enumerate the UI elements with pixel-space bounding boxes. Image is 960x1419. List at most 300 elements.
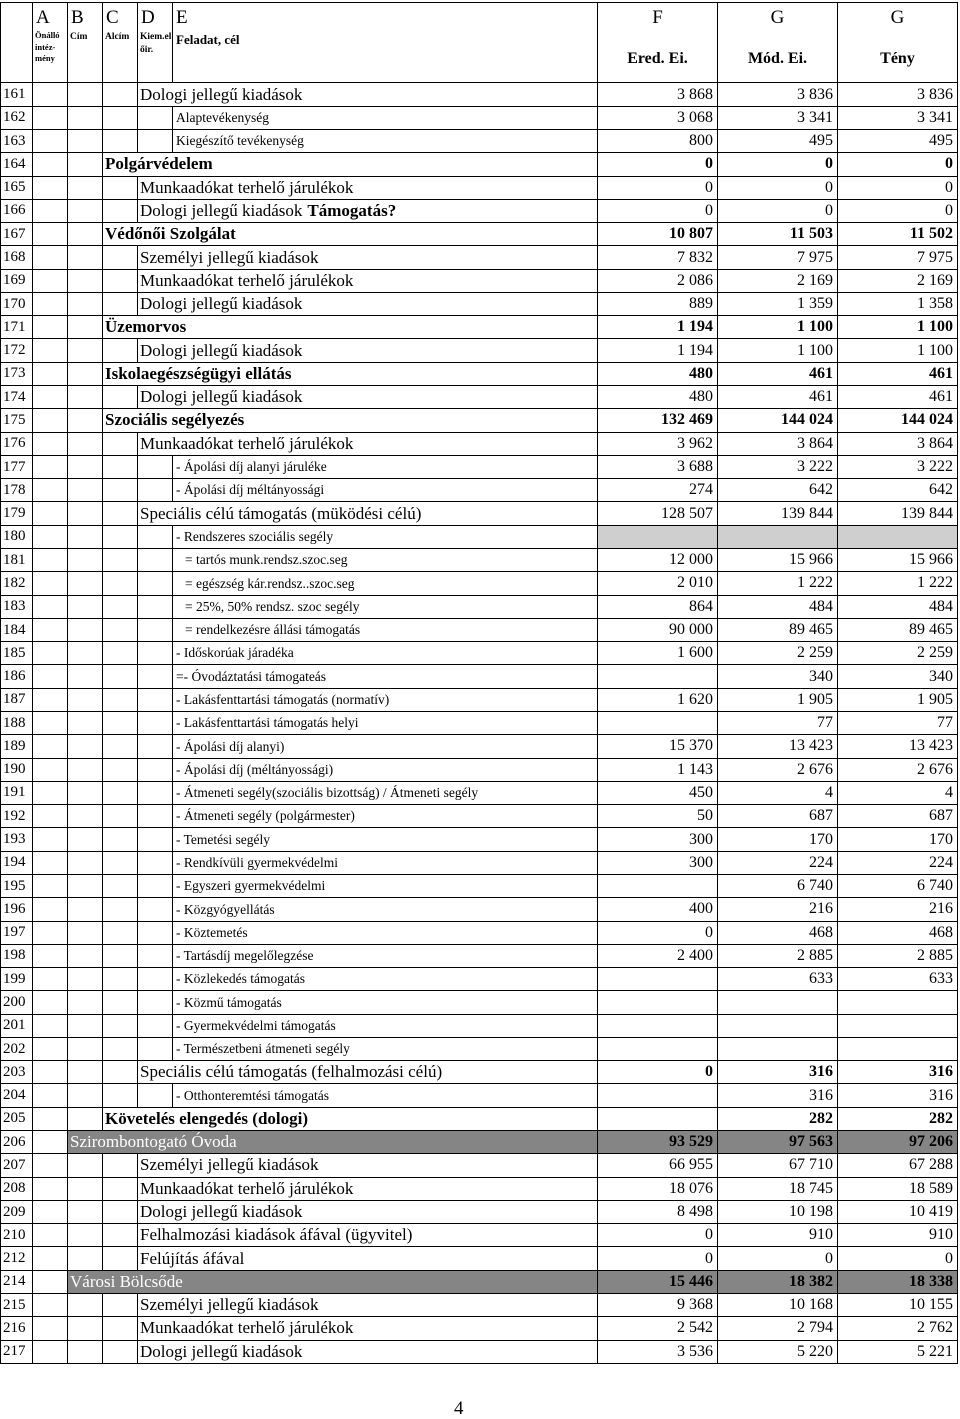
blank-cell [68,456,103,479]
blank-cell [103,1154,138,1177]
item-label [138,1061,598,1084]
column-label-line: Önálló [35,30,60,40]
item-label-text: Munkaadókat terhelő járulékok [140,433,354,453]
ered-ei-value: 400 [598,898,718,921]
item-label-text: Dologi jellegű kiadások [140,340,303,360]
item-label [138,200,598,223]
mod-ei-value: 633 [718,968,838,991]
blank-cell [103,1178,138,1201]
item-label-text: Munkaadókat terhelő járulékok [140,1318,354,1338]
table-row [0,479,958,502]
item-label [138,83,598,106]
blank-cell [33,479,68,502]
blank-cell [33,1294,68,1317]
blank-cell [103,852,138,875]
teny-value: 18 338 [838,1271,958,1294]
item-label [173,689,598,712]
row-number: 190 [0,759,33,782]
table-row [0,293,958,316]
table-row [0,1084,958,1107]
row-number: 182 [0,572,33,595]
mod-ei-value: 0 [718,177,838,200]
ered-ei-value: 1 600 [598,642,718,665]
column-label-line: Tény [880,50,915,67]
mod-ei-value: 1 100 [718,316,838,339]
teny-value: 484 [838,596,958,619]
ered-ei-value: 1 143 [598,759,718,782]
blank-cell [138,945,173,968]
table-row [0,1131,958,1154]
ered-ei-value [598,1038,718,1061]
teny-value: 5 221 [838,1341,958,1364]
blank-cell [68,759,103,782]
blank-cell [68,572,103,595]
table-row [0,1271,958,1294]
ered-ei-value: 3 688 [598,456,718,479]
mod-ei-value: 89 465 [718,619,838,642]
teny-value: 6 740 [838,875,958,898]
teny-value: 13 423 [838,735,958,758]
mod-ei-value: 495 [718,130,838,153]
item-label [138,293,598,316]
item-label-text: Védőnői Szolgálat [105,224,236,244]
item-label [103,409,598,432]
blank-cell [33,549,68,572]
blank-cell [138,619,173,642]
row-number: 202 [0,1038,33,1061]
item-label-text: Követelés elengedés (dologi) [105,1108,309,1128]
row-number: 166 [0,200,33,223]
blank-cell [103,968,138,991]
table-header [0,2,958,83]
ered-ei-value [598,1015,718,1038]
blank-cell [68,1317,103,1340]
row-number: 217 [0,1341,33,1364]
teny-value: 1 905 [838,689,958,712]
item-label [103,1108,598,1131]
blank-cell [33,805,68,828]
item-label [138,433,598,456]
ered-ei-value [598,968,718,991]
mod-ei-value: 461 [718,363,838,386]
item-label-text: Dologi jellegű kiadások [140,1202,303,1222]
blank-cell [68,689,103,712]
blank-cell [33,665,68,688]
table-row [0,107,958,130]
mod-ei-value: 67 710 [718,1154,838,1177]
header-column-f [598,2,718,83]
ered-ei-value: 3 962 [598,433,718,456]
item-label-text: = 25%, 50% rendsz. szoc segély [185,598,360,614]
blank-cell [33,1154,68,1177]
item-label [173,107,598,130]
teny-value: 97 206 [838,1131,958,1154]
row-number: 196 [0,898,33,921]
table-row [0,83,958,106]
row-number: 193 [0,828,33,851]
row-number: 197 [0,922,33,945]
ered-ei-value: 0 [598,200,718,223]
column-label-line: Mód. Ei. [747,50,808,67]
blank-cell [138,828,173,851]
blank-cell [33,619,68,642]
ered-ei-value [598,526,718,549]
mod-ei-value [718,991,838,1014]
blank-cell [103,805,138,828]
teny-value: 316 [838,1061,958,1084]
row-number: 201 [0,1015,33,1038]
blank-cell [138,875,173,898]
teny-value: 67 288 [838,1154,958,1177]
column-label [105,31,129,44]
item-label [173,130,598,153]
teny-value: 139 844 [838,502,958,525]
table-row [0,153,958,176]
table-row [0,968,958,991]
teny-value: 3 864 [838,433,958,456]
teny-value: 3 341 [838,107,958,130]
column-label-line: Feladat, cél [176,32,240,47]
blank-cell [68,386,103,409]
blank-cell [68,246,103,269]
ered-ei-value: 0 [598,153,718,176]
column-letter: E [176,7,188,28]
blank-cell [68,712,103,735]
blank-cell [68,1015,103,1038]
blank-cell [103,1084,138,1107]
blank-cell [138,782,173,805]
column-label [70,31,87,44]
page-number: 4 [454,1398,464,1419]
teny-value: 910 [838,1224,958,1247]
item-label-text: = rendelkezésre állási támogatás [185,622,361,638]
blank-cell [33,898,68,921]
blank-cell [103,549,138,572]
mod-ei-value: 0 [718,153,838,176]
blank-cell [103,828,138,851]
blank-cell [33,1084,68,1107]
table-row [0,759,958,782]
row-number: 163 [0,130,33,153]
mod-ei-value: 468 [718,922,838,945]
blank-cell [68,828,103,851]
item-label-text: Városi Bölcsőde [70,1271,183,1291]
item-label-text: Munkaadókat terhelő járulékok [140,270,354,290]
table-row [0,619,958,642]
table-row [0,1224,958,1247]
mod-ei-value: 10 198 [718,1201,838,1224]
ered-ei-value: 480 [598,386,718,409]
mod-ei-value: 2 259 [718,642,838,665]
blank-cell [33,1201,68,1224]
blank-cell [33,689,68,712]
table-row [0,526,958,549]
mod-ei-value: 316 [718,1084,838,1107]
blank-cell [138,1084,173,1107]
ered-ei-value [598,1084,718,1107]
mod-ei-value: 18 382 [718,1271,838,1294]
column-letter: D [141,7,155,28]
blank-cell [33,293,68,316]
blank-cell [33,1015,68,1038]
item-label [173,712,598,735]
ered-ei-value [598,875,718,898]
blank-cell [33,828,68,851]
blank-cell [103,619,138,642]
blank-cell [33,1317,68,1340]
row-number: 179 [0,502,33,525]
teny-value [838,991,958,1014]
row-number: 181 [0,549,33,572]
ered-ei-value: 1 620 [598,689,718,712]
teny-value: 144 024 [838,409,958,432]
item-label [173,619,598,642]
mod-ei-value: 1 905 [718,689,838,712]
blank-cell [138,805,173,828]
row-number: 173 [0,363,33,386]
item-label-text: Speciális célú támogatás (felhalmozási célú) [140,1062,443,1082]
column-label-line: intéz- [35,41,56,52]
item-label-text: - Lakásfenttartási támogatás (normatív) [176,691,390,707]
item-label [103,153,598,176]
table-row [0,246,958,269]
teny-value: 2 676 [838,759,958,782]
item-label-note: Támogatás? [307,200,397,220]
item-label [173,922,598,945]
blank-cell [103,922,138,945]
blank-cell [33,1178,68,1201]
table-row [0,223,958,246]
table-row [0,922,958,945]
ered-ei-value: 274 [598,479,718,502]
blank-cell [103,572,138,595]
row-number: 210 [0,1224,33,1247]
item-label-text: Alaptevékenység [176,109,269,125]
header-column-c [103,2,138,83]
item-label [173,665,598,688]
item-label-text: - Temetési segély [176,831,271,847]
item-label-text: - Ápolási díj alanyi) [176,738,285,754]
teny-value: 3 836 [838,83,958,106]
row-number: 186 [0,665,33,688]
ered-ei-value: 66 955 [598,1154,718,1177]
blank-cell [138,735,173,758]
ered-ei-value: 864 [598,596,718,619]
blank-cell [103,502,138,525]
blank-cell [33,107,68,130]
blank-cell [68,339,103,362]
blank-cell [68,130,103,153]
item-label [103,316,598,339]
blank-cell [68,852,103,875]
blank-cell [103,177,138,200]
teny-value: 89 465 [838,619,958,642]
row-number: 187 [0,689,33,712]
blank-cell [103,1247,138,1270]
item-label [138,1224,598,1247]
teny-value: 0 [838,200,958,223]
blank-cell [33,83,68,106]
blank-cell [68,805,103,828]
column-label [140,31,171,56]
blank-cell [138,479,173,502]
table-row [0,1061,958,1084]
row-number: 180 [0,526,33,549]
blank-cell [103,945,138,968]
blank-cell [68,363,103,386]
column-label [838,50,957,68]
blank-cell [68,270,103,293]
blank-cell [68,968,103,991]
blank-cell [33,200,68,223]
item-label-text: - Közgyógyellátás [176,901,275,917]
blank-cell [68,316,103,339]
mod-ei-value: 18 745 [718,1178,838,1201]
teny-value: 2 762 [838,1317,958,1340]
table-row [0,828,958,851]
item-label [173,549,598,572]
ered-ei-value: 889 [598,293,718,316]
table-row [0,875,958,898]
item-label-text: - Időskorúak járadéka [176,645,294,661]
blank-cell [138,596,173,619]
blank-cell [33,153,68,176]
column-label [718,50,837,68]
item-label-text: - Átmeneti segély(szociális bizottság) / Átmeneti segély [176,785,479,801]
item-label-text: Munkaadókat terhelő járulékok [140,1178,354,1198]
blank-cell [33,945,68,968]
row-number: 189 [0,735,33,758]
blank-cell [138,572,173,595]
table-row [0,735,958,758]
blank-cell [103,293,138,316]
column-letter: G [890,7,905,28]
blank-cell [33,922,68,945]
row-number: 177 [0,456,33,479]
item-label [173,596,598,619]
mod-ei-value: 642 [718,479,838,502]
blank-cell [103,665,138,688]
blank-cell [103,596,138,619]
blank-cell [138,922,173,945]
item-label-text: - Tartásdíj megelőlegzése [176,948,314,964]
table-row [0,852,958,875]
row-number: 165 [0,177,33,200]
item-label-text: Dologi jellegű kiadások [140,84,303,104]
blank-cell [68,433,103,456]
mod-ei-value: 224 [718,852,838,875]
ered-ei-value: 0 [598,1224,718,1247]
blank-cell [33,596,68,619]
ered-ei-value: 0 [598,922,718,945]
blank-cell [33,177,68,200]
teny-value: 468 [838,922,958,945]
item-label [173,1084,598,1107]
blank-cell [33,363,68,386]
blank-cell [33,759,68,782]
table-row [0,409,958,432]
blank-cell [33,875,68,898]
ered-ei-value: 3 536 [598,1341,718,1364]
item-label [138,1178,598,1201]
teny-value: 316 [838,1084,958,1107]
table-row [0,130,958,153]
ered-ei-value: 0 [598,177,718,200]
blank-cell [68,107,103,130]
mod-ei-value: 216 [718,898,838,921]
blank-cell [103,339,138,362]
table-row [0,689,958,712]
item-label [173,572,598,595]
mod-ei-value [718,1038,838,1061]
item-label [138,386,598,409]
ered-ei-value: 0 [598,1247,718,1270]
ered-ei-value: 7 832 [598,246,718,269]
blank-cell [33,223,68,246]
item-label [173,782,598,805]
blank-cell [33,968,68,991]
teny-value: 10 155 [838,1294,958,1317]
teny-value: 282 [838,1108,958,1131]
item-label-text: Felhalmozási kiadások áfával (ügyvitel) [140,1225,413,1245]
blank-cell [33,572,68,595]
table-row [0,386,958,409]
table-row [0,945,958,968]
mod-ei-value: 15 966 [718,549,838,572]
blank-cell [68,177,103,200]
item-label [173,1038,598,1061]
blank-cell [103,526,138,549]
column-letter: B [71,7,84,28]
blank-cell [138,107,173,130]
mod-ei-value: 1 100 [718,339,838,362]
item-label-text: Üzemorvos [105,317,187,337]
ered-ei-value: 800 [598,130,718,153]
blank-cell [68,1154,103,1177]
blank-cell [138,1015,173,1038]
row-number: 178 [0,479,33,502]
mod-ei-value: 687 [718,805,838,828]
header-column-b [68,2,103,83]
table-row [0,1341,958,1364]
blank-cell [138,852,173,875]
row-number: 198 [0,945,33,968]
item-label-text: = tartós munk.rendsz.szoc.seg [185,552,348,568]
row-number: 208 [0,1178,33,1201]
blank-cell [33,991,68,1014]
teny-value: 633 [838,968,958,991]
mod-ei-value: 97 563 [718,1131,838,1154]
item-label-text: Személyi jellegű kiadások [140,1295,319,1315]
blank-cell [33,1341,68,1364]
blank-cell [103,479,138,502]
teny-value: 2 169 [838,270,958,293]
blank-cell [68,223,103,246]
item-label [173,968,598,991]
ered-ei-value: 132 469 [598,409,718,432]
item-label-text: - Átmeneti segély (polgármester) [176,808,355,824]
table-row [0,1247,958,1270]
blank-cell [138,130,173,153]
blank-cell [68,293,103,316]
table-row [0,316,958,339]
mod-ei-value: 13 423 [718,735,838,758]
blank-cell [68,1341,103,1364]
item-label-text: Személyi jellegű kiadások [140,1155,319,1175]
ered-ei-value: 3 068 [598,107,718,130]
column-label-line: Kiem.el [140,32,172,42]
item-label-text: Személyi jellegű kiadások [140,247,319,267]
